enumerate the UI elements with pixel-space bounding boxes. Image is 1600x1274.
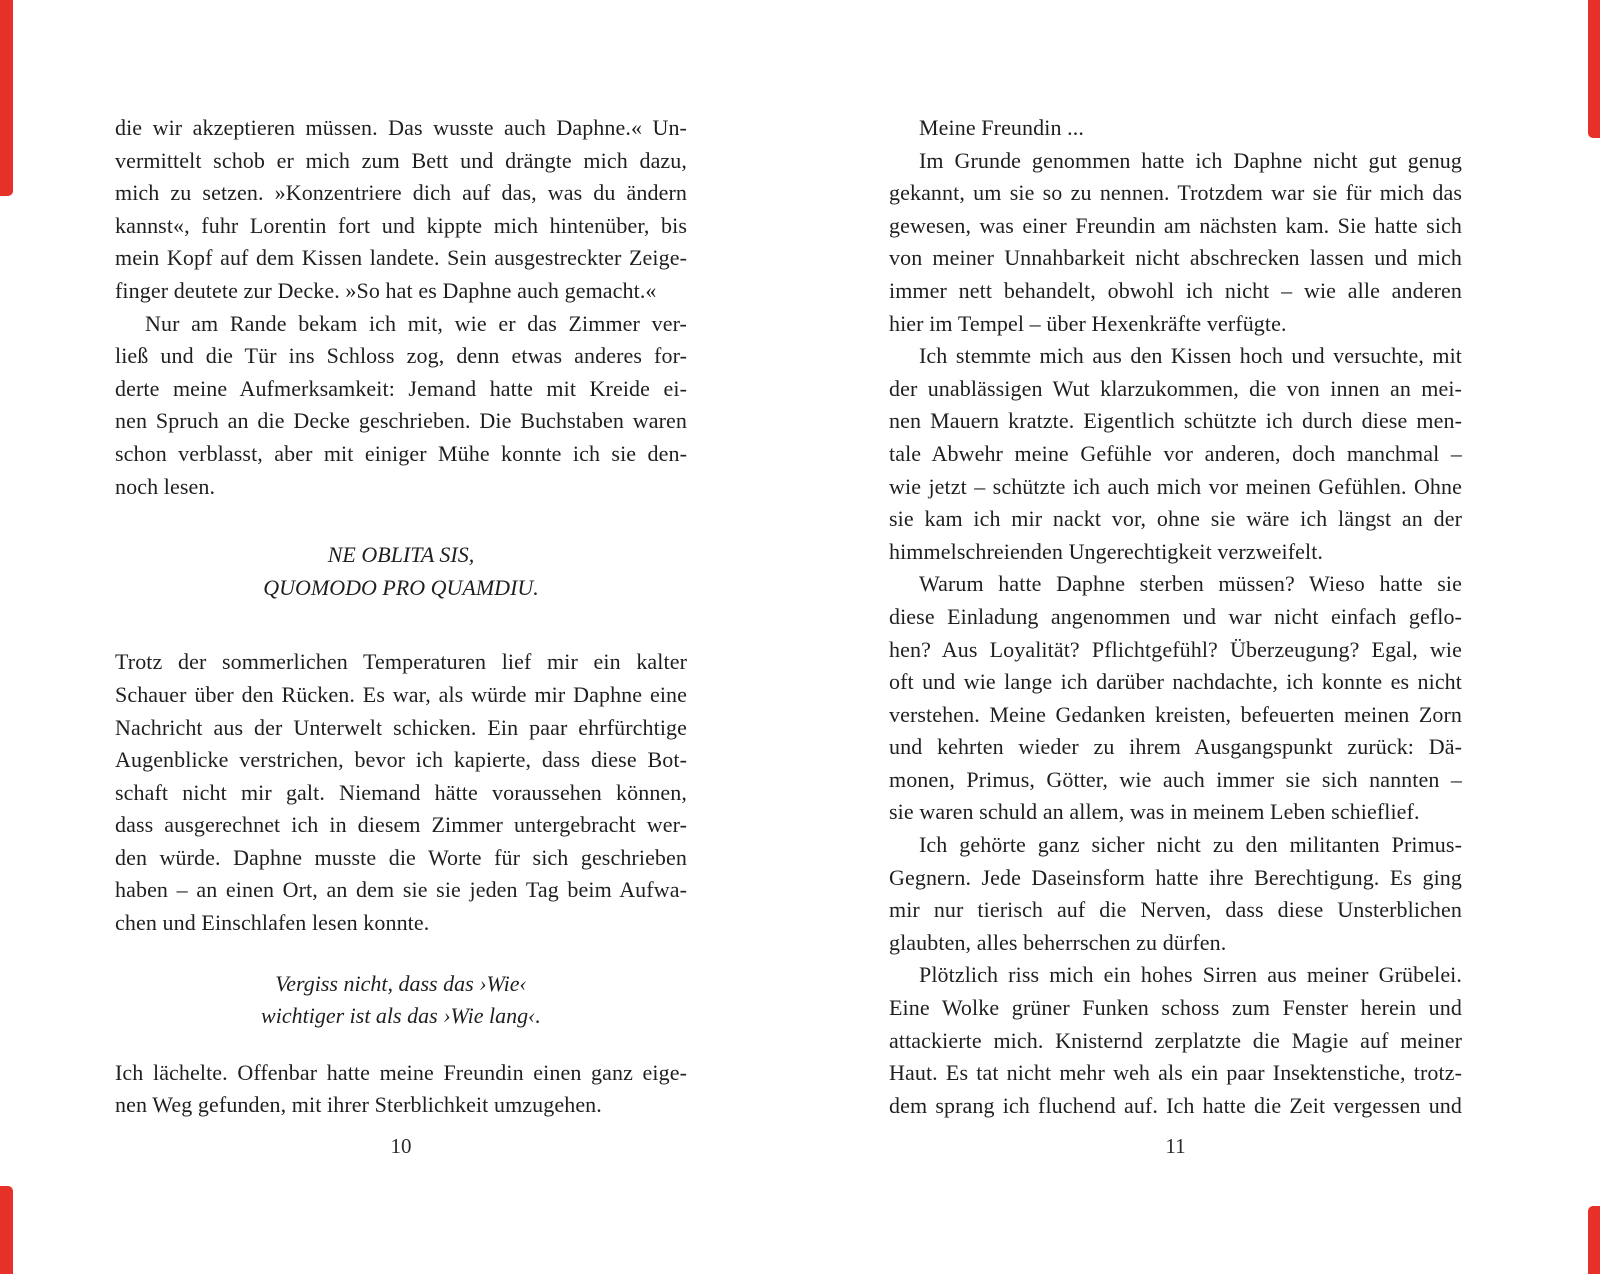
text-line: gekannt, um sie so zu nennen. Trotzdem war sie für mich das — [889, 180, 1462, 206]
text-line: kannst«, fuhr Lorentin fort und kippte mich hintenüber, bis — [115, 212, 687, 238]
verse-line: NE OBLITA SIS, — [327, 542, 475, 568]
text-line: wie jetzt – schützte ich auch mich vor meinen Gefühlen. Ohne — [889, 473, 1462, 499]
paragraph — [115, 646, 687, 939]
text-line: von meiner Unnahbarkeit nicht abschrecken lassen und mich — [889, 245, 1462, 271]
chalk-verse — [115, 968, 687, 1033]
verse-line: wichtiger ist als das ›Wie lang‹. — [261, 1003, 541, 1029]
paragraph — [889, 112, 1462, 145]
paragraph — [115, 308, 687, 504]
text-line: ließ und die Tür ins Schloss zog, denn etwas anderes for- — [115, 343, 687, 369]
text-line: finger deutete zur Decke. »So hat es Daphne auch gemacht.« — [115, 277, 657, 303]
text-line: Gegnern. Jede Daseinsform hatte ihre Berechtigung. Es ging — [889, 864, 1462, 890]
text-line: Im Grunde genommen hatte ich Daphne nicht gut genug — [919, 147, 1462, 173]
chalk-verse — [115, 539, 687, 604]
text-line: diese Einladung angenommen und war nicht einfach geflo- — [889, 603, 1462, 629]
text-line: gewesen, was einer Freundin am nächsten kam. Sie hatte sich — [889, 212, 1462, 238]
text-line: Ich gehörte ganz sicher nicht zu den militanten Primus- — [919, 832, 1462, 858]
text-line: Ich lächelte. Offenbar hatte meine Freundin einen ganz eige- — [115, 1059, 687, 1085]
text-line: monen, Primus, Götter, wie auch immer sie sich nannten – — [889, 766, 1462, 792]
page-left — [115, 112, 687, 1232]
text-line: nen Mauern kratzte. Eigentlich schützte ich durch diese men- — [889, 408, 1462, 434]
text-line: derte meine Aufmerksamkeit: Jemand hatte mit Kreide ei- — [115, 375, 687, 401]
text-line: attackierte mich. Knisternd zerplatzte die Magie auf meiner — [889, 1027, 1462, 1053]
paragraph — [889, 568, 1462, 829]
text-line: mich zu setzen. »Konzentriere dich auf das, was du ändern — [115, 180, 687, 206]
paragraph — [889, 829, 1462, 959]
text-line: tale Abwehr meine Gefühle vor anderen, doch manchmal – — [889, 440, 1462, 466]
text-line: haben – an einen Ort, an dem sie sie jeden Tag beim Aufwa- — [115, 877, 687, 903]
verse-line: QUOMODO PRO QUAMDIU. — [263, 574, 539, 600]
text-line: schaft nicht mir galt. Niemand hätte voraussehen können, — [115, 779, 687, 805]
text-line: glaubten, alles beherrschen zu dürfen. — [889, 929, 1227, 955]
text-line: mir nur tierisch auf die Nerven, dass diese Unsterblichen — [889, 897, 1462, 923]
text-line: sie waren schuld an allem, was in meinem Leben schieflief. — [889, 799, 1420, 825]
cover-edge-left-top — [0, 0, 13, 196]
text-line: sie kam ich mir nackt vor, ohne sie wäre ich längst an der — [889, 506, 1462, 532]
text-line: Trotz der sommerlichen Temperaturen lief mir ein kalter — [115, 649, 687, 675]
text-line: noch lesen. — [115, 473, 216, 499]
text-line: vermittelt schob er mich zum Bett und drängte mich dazu, — [115, 147, 687, 173]
page-number-left: 10 — [390, 1134, 412, 1158]
text-line: und kehrten wieder zu ihrem Ausgangspunkt zurück: Dä- — [889, 734, 1462, 760]
page-right-text — [889, 112, 1462, 1122]
text-line: dass ausgerechnet ich in diesem Zimmer untergebracht wer- — [115, 812, 687, 838]
text-line: Eine Wolke grüner Funken schoss zum Fenster herein und — [889, 995, 1462, 1021]
text-line: hen? Aus Loyalität? Pflichtgefühl? Überzeugung? Egal, wie — [889, 636, 1462, 662]
text-line: oft und wie lange ich darüber nachdachte, ich konnte es nicht — [889, 669, 1462, 695]
text-line: schon verblasst, aber mit einiger Mühe konnte ich sie den- — [115, 440, 687, 466]
verse-line: Vergiss nicht, dass das ›Wie‹ — [275, 970, 527, 996]
text-line: Augenblicke verstrichen, bevor ich kapierte, dass diese Bot- — [115, 747, 687, 773]
text-line: dem sprang ich fluchend auf. Ich hatte die Zeit vergessen und — [889, 1092, 1462, 1118]
cover-edge-right-top — [1588, 0, 1600, 138]
text-line: chen und Einschlafen lesen konnte. — [115, 910, 430, 936]
paragraph — [889, 145, 1462, 341]
text-line: Schauer über den Rücken. Es war, als würde mir Daphne eine — [115, 681, 687, 707]
text-line: mein Kopf auf dem Kissen landete. Sein ausgestreckter Zeige- — [115, 245, 687, 271]
text-line: Meine Freundin ... — [919, 115, 1084, 140]
page-number-right: 11 — [1165, 1134, 1186, 1158]
paragraph — [115, 112, 687, 308]
paragraph — [115, 1057, 687, 1122]
paragraph — [889, 340, 1462, 568]
text-line: Nur am Rande bekam ich mit, wie er das Zimmer ver- — [145, 310, 687, 336]
cover-edge-right-bottom — [1588, 1206, 1600, 1274]
text-line: Warum hatte Daphne sterben müssen? Wieso hatte sie — [919, 571, 1462, 597]
page-left-text — [115, 112, 687, 1122]
text-line: immer nett behandelt, obwohl ich nicht – wie alle anderen — [889, 277, 1462, 303]
text-line: himmelschreienden Ungerechtigkeit verzweifelt. — [889, 538, 1324, 564]
text-line: den würde. Daphne musste die Worte für sich geschrieben — [115, 844, 687, 870]
text-line: nen Spruch an die Decke geschrieben. Die Buchstaben waren — [115, 408, 687, 434]
text-line: der unablässigen Wut klarzukommen, die von innen an mei- — [889, 375, 1462, 401]
cover-edge-left-bottom — [0, 1186, 13, 1274]
text-line: verstehen. Meine Gedanken kreisten, befeuerten meinen Zorn — [889, 701, 1462, 727]
text-line: nen Weg gefunden, mit ihrer Sterblichkeit umzugehen. — [115, 1092, 602, 1118]
page-right — [889, 112, 1462, 1232]
text-line: Ich stemmte mich aus den Kissen hoch und versuchte, mit — [919, 343, 1462, 369]
text-line: hier im Tempel – über Hexenkräfte verfügte. — [889, 310, 1287, 336]
text-line: Haut. Es tat nicht mehr weh als ein paar Insektenstiche, trotz- — [889, 1060, 1462, 1086]
text-line: Nachricht aus der Unterwelt schicken. Ein paar ehrfürchtige — [115, 714, 687, 740]
text-line: die wir akzeptieren müssen. Das wusste auch Daphne.« Un- — [115, 115, 687, 140]
paragraph — [889, 959, 1462, 1122]
text-line: Plötzlich riss mich ein hohes Sirren aus meiner Grübelei. — [919, 962, 1462, 988]
